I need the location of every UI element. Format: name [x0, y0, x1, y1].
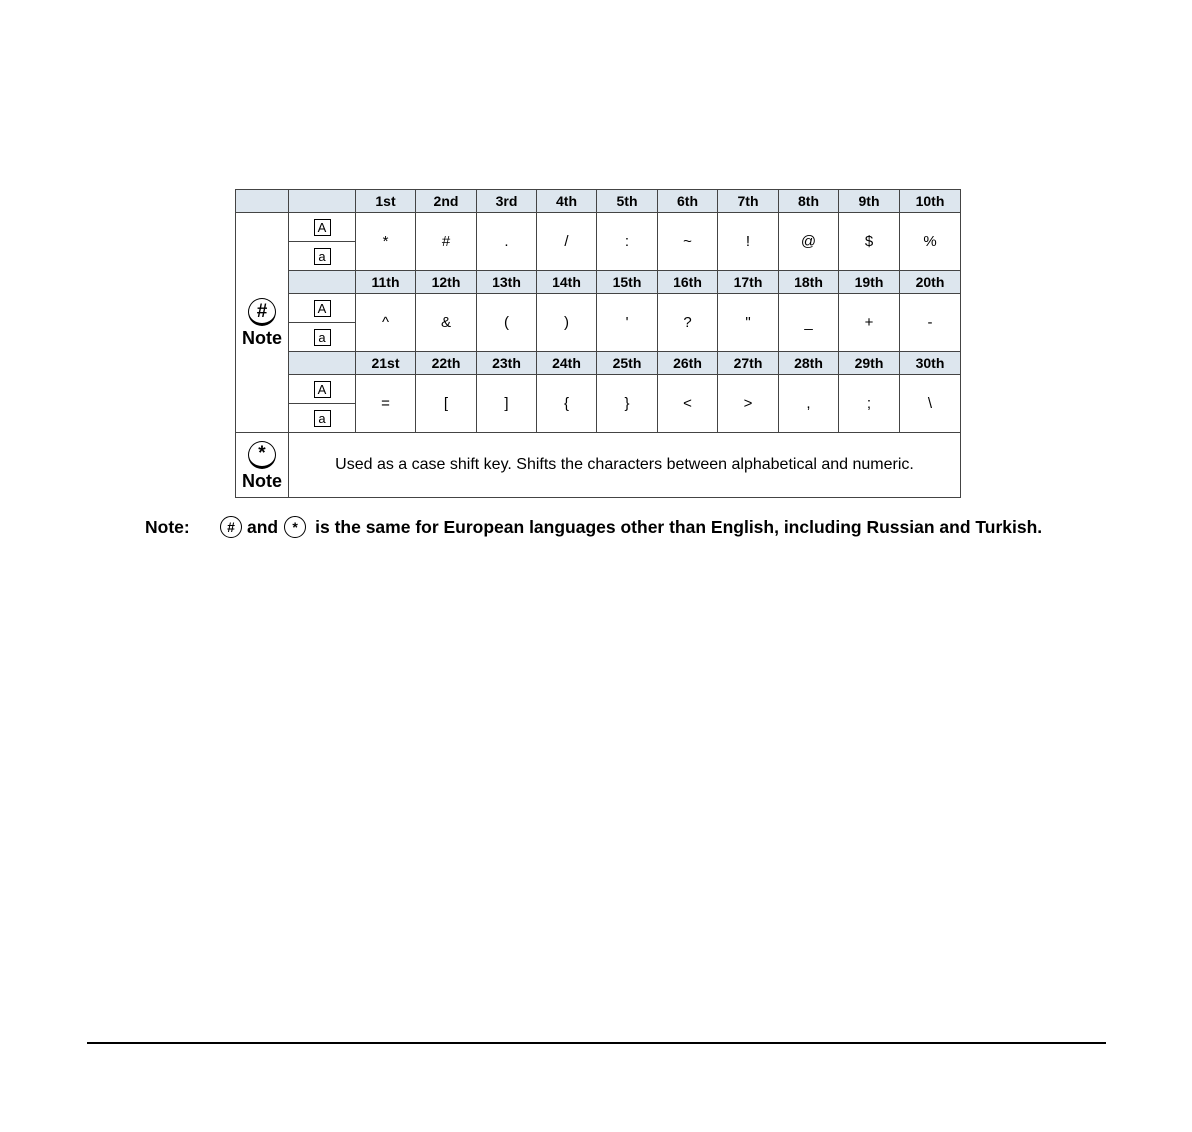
char-cell: <: [658, 375, 718, 433]
position-header: 28th: [779, 352, 839, 375]
position-header: 5th: [597, 190, 658, 213]
position-header: 27th: [718, 352, 779, 375]
char-cell: \: [900, 375, 961, 433]
footnote-label: Note:: [145, 516, 190, 537]
char-cell: ,: [779, 375, 839, 433]
star-key-description: Used as a case shift key. Shifts the characters between alphabetical and numeric.: [289, 433, 961, 498]
position-header: 9th: [839, 190, 900, 213]
star-note-cell: [236, 433, 289, 498]
char-cell: (: [477, 294, 537, 352]
position-header: 14th: [537, 271, 597, 294]
hash-key-icon: #: [220, 516, 242, 538]
lowercase-mode: [289, 404, 356, 433]
char-cell: :: [597, 213, 658, 271]
position-header: 16th: [658, 271, 718, 294]
char-cell: /: [537, 213, 597, 271]
lowercase-icon: a: [314, 410, 331, 427]
position-header: 21st: [356, 352, 416, 375]
position-header: 13th: [477, 271, 537, 294]
position-header: 20th: [900, 271, 961, 294]
position-header: 3rd: [477, 190, 537, 213]
char-cell: @: [779, 213, 839, 271]
char-cell: !: [718, 213, 779, 271]
char-cell: ": [718, 294, 779, 352]
char-cell: [: [416, 375, 477, 433]
char-cell: ^: [356, 294, 416, 352]
position-header: 12th: [416, 271, 477, 294]
char-cell: ): [537, 294, 597, 352]
position-header: 15th: [597, 271, 658, 294]
char-cell: ?: [658, 294, 718, 352]
footnote-text: is the same for European languages other than English, including Russian and Turkish.: [315, 516, 1043, 537]
char-cell: }: [597, 375, 658, 433]
position-header: 2nd: [416, 190, 477, 213]
uppercase-icon: A: [314, 219, 331, 236]
char-cell: =: [356, 375, 416, 433]
char-cell: ~: [658, 213, 718, 271]
position-header: 17th: [718, 271, 779, 294]
char-cell: +: [839, 294, 900, 352]
char-cell: -: [900, 294, 961, 352]
position-header: 11th: [356, 271, 416, 294]
uppercase-mode: [289, 375, 356, 404]
position-header: 10th: [900, 190, 961, 213]
hash-note-cell: [236, 213, 289, 433]
star-key-icon: *: [284, 516, 306, 538]
position-header: 22th: [416, 352, 477, 375]
position-header: 18th: [779, 271, 839, 294]
position-header: 23th: [477, 352, 537, 375]
char-cell: ;: [839, 375, 900, 433]
char-cell: ': [597, 294, 658, 352]
position-header: 1st: [356, 190, 416, 213]
lowercase-mode: [289, 242, 356, 271]
position-header: 30th: [900, 352, 961, 375]
position-header: 19th: [839, 271, 900, 294]
char-cell: _: [779, 294, 839, 352]
footnote: [145, 516, 1042, 538]
note-label: Note: [242, 328, 282, 348]
position-header: 8th: [779, 190, 839, 213]
position-header: 26th: [658, 352, 718, 375]
position-header: 7th: [718, 190, 779, 213]
character-table: [235, 189, 961, 498]
star-key-icon: *: [248, 441, 276, 469]
char-cell: ]: [477, 375, 537, 433]
header-corner: [236, 190, 289, 213]
uppercase-mode: [289, 294, 356, 323]
header-blank: [289, 352, 356, 375]
lowercase-icon: a: [314, 248, 331, 265]
char-cell: {: [537, 375, 597, 433]
position-header: 25th: [597, 352, 658, 375]
position-header: 29th: [839, 352, 900, 375]
note-label: Note: [242, 470, 282, 491]
char-cell: %: [900, 213, 961, 271]
uppercase-mode: [289, 213, 356, 242]
char-cell: .: [477, 213, 537, 271]
footnote-and: and: [247, 516, 279, 537]
uppercase-icon: A: [314, 300, 331, 317]
uppercase-icon: A: [314, 381, 331, 398]
lowercase-mode: [289, 323, 356, 352]
char-cell: $: [839, 213, 900, 271]
lowercase-icon: a: [314, 329, 331, 346]
char-cell: >: [718, 375, 779, 433]
header-blank: [289, 271, 356, 294]
position-header: 4th: [537, 190, 597, 213]
position-header: 24th: [537, 352, 597, 375]
hash-key-icon: #: [248, 298, 276, 326]
position-header: 6th: [658, 190, 718, 213]
footer-rule: [87, 1042, 1106, 1044]
char-cell: *: [356, 213, 416, 271]
char-cell: &: [416, 294, 477, 352]
header-blank: [289, 190, 356, 213]
char-cell: #: [416, 213, 477, 271]
